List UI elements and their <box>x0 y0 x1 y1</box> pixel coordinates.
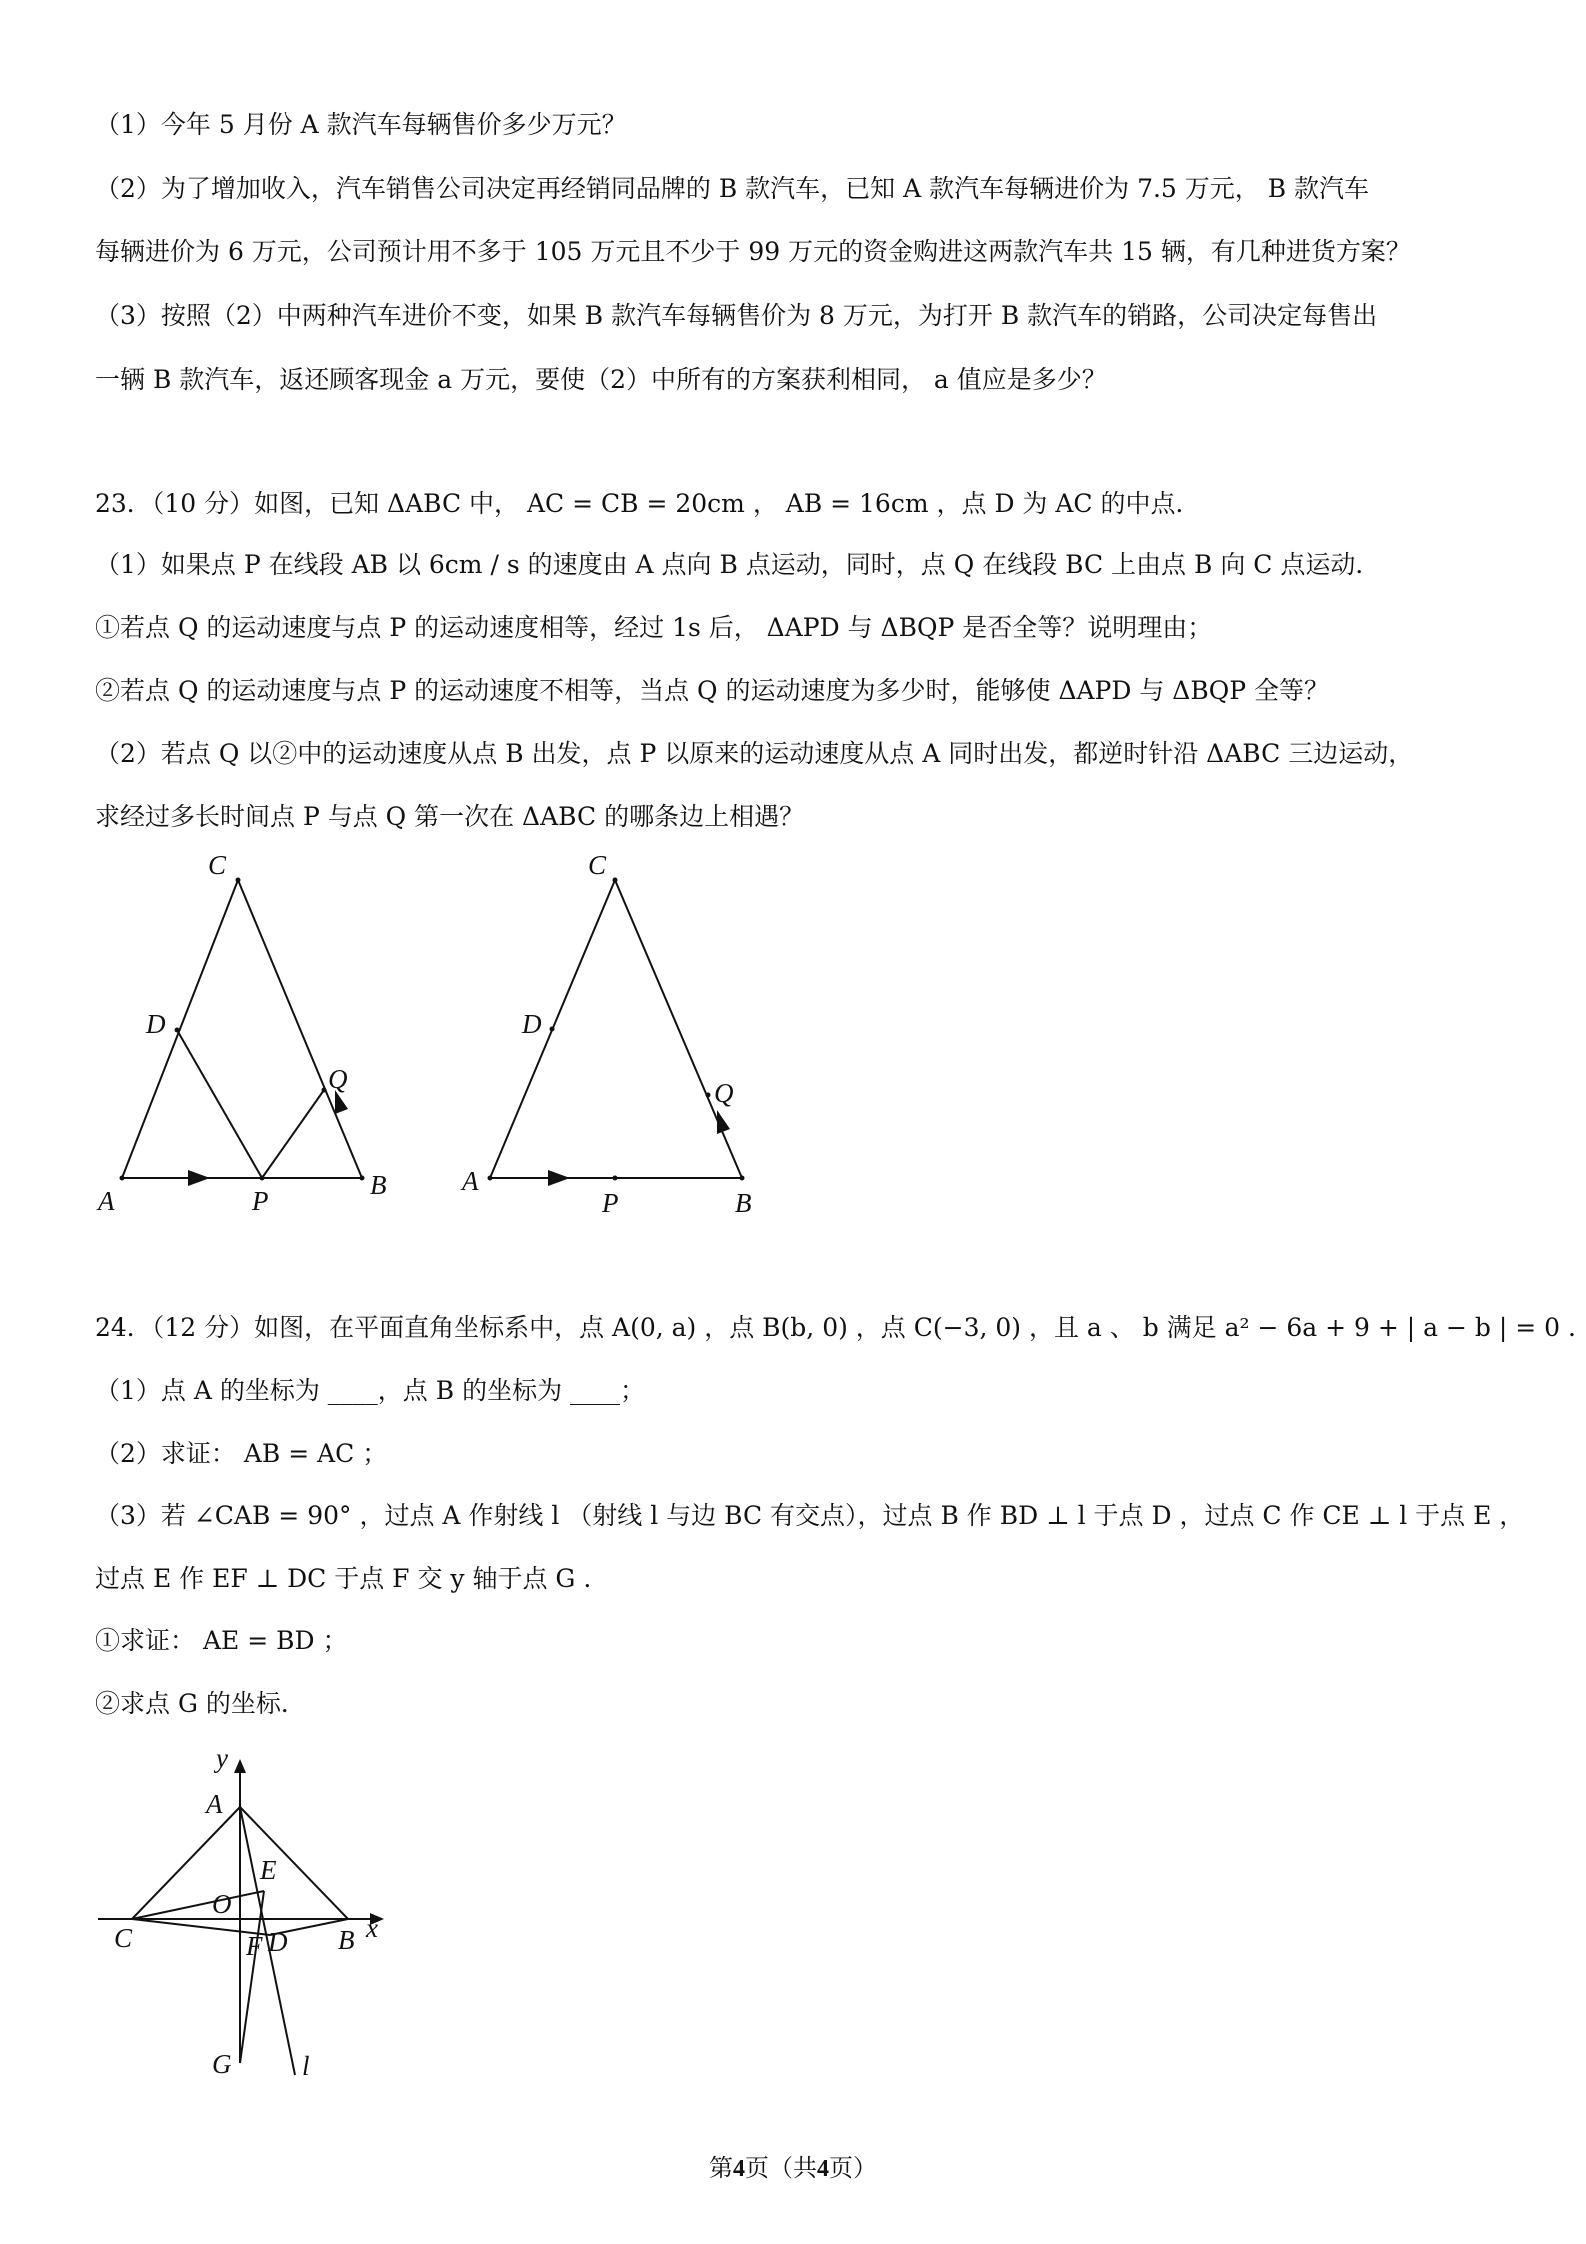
fig1-arrow-p <box>188 1170 210 1186</box>
fig3-label-d: D <box>268 1927 288 1957</box>
q24-case1: ①求证： AE = BD ； <box>95 1626 348 1655</box>
fig1-label-b: B <box>370 1170 387 1200</box>
q24-case2: ②求点 G 的坐标． <box>95 1689 306 1718</box>
q22-part2-line2: 每辆进价为 6 万元，公司预计用不多于 105 万元且不少于 99 万元的资金购进这两款汽车共 15 辆，有几种进货方案？ <box>95 237 1411 266</box>
fig1-segment-pq <box>262 1090 324 1178</box>
fig3-label-f: F <box>246 1931 263 1961</box>
page-footer <box>0 2148 1586 2183</box>
q24-part3-line1: （3）若 ∠CAB = 90° ，过点 A 作射线 l （射线 l 与边 BC 有交点），过点 B 作 BD ⊥ l 于点 D ，过点 C 作 CE ⊥ l 于点 E ， <box>95 1501 1525 1530</box>
q24-part1: （1）点 A 的坐标为 ____，点 B 的坐标为 ____； <box>95 1376 646 1405</box>
fig3-label-c: C <box>114 1923 133 1953</box>
fig3-label-b: B <box>338 1925 355 1955</box>
q22-part2-line1: （2）为了增加收入，汽车销售公司决定再经销同品牌的 B 款汽车，已知 A 款汽车每辆进价为 7.5 万元， B 款汽车 <box>95 174 1370 203</box>
fig3-label-l: l <box>302 2051 310 2081</box>
q24-part3-line2: 过点 E 作 EF ⊥ DC 于点 F 交 y 轴于点 G . <box>95 1564 592 1593</box>
fig2-label-c: C <box>588 850 607 880</box>
q23-part2-line1: （2）若点 Q 以②中的运动速度从点 B 出发，点 P 以原来的运动速度从点 A 同时出发，都逆时针沿 ΔABC 三边运动， <box>95 739 1414 768</box>
fig1-label-p: P <box>252 1186 269 1216</box>
fig1-segment-dp <box>177 1030 262 1178</box>
fig3-label-g: G <box>212 2049 232 2079</box>
q23-part2-line2: 求经过多长时间点 P 与点 Q 第一次在 ΔABC 的哪条边上相遇？ <box>95 802 805 831</box>
q23-figure-2 <box>460 850 790 1220</box>
fig1-label-d: D <box>146 1009 166 1039</box>
q22-part1: （1）今年 5 月份 A 款汽车每辆售价多少万元？ <box>95 110 627 139</box>
q23-part1: （1）如果点 P 在线段 AB 以 6cm / s 的速度由 A 点向 B 点运动，同时，点 Q 在线段 BC 上由点 B 向 C 点运动． <box>95 550 1381 579</box>
fig3-label-o: O <box>212 1889 232 1919</box>
q24-part2: （2）求证： AB = AC ； <box>95 1439 388 1468</box>
fig2-arrow-p <box>548 1170 570 1186</box>
fig2-label-b: B <box>735 1188 752 1218</box>
q24-figure <box>90 1745 410 2095</box>
fig3-label-x: x <box>366 1913 378 1943</box>
segment-ce <box>132 1891 264 1919</box>
footer-suffix: 页） <box>829 2154 877 2182</box>
fig2-side-cb <box>615 880 742 1178</box>
q23-case1: ①若点 Q 的运动速度与点 P 的运动速度相等，经过 1s 后， ΔAPD 与 ΔBQP 是否全等？说明理由； <box>95 613 1213 642</box>
fig1-label-c: C <box>208 850 227 880</box>
footer-total-pages: 4 <box>817 2156 829 2182</box>
q23-figure-1 <box>90 850 410 1220</box>
q22-part3-line2: 一辆 B 款汽车，返还顾客现金 a 万元，要使（2）中所有的方案获利相同， a 值应是多少？ <box>95 365 1107 394</box>
fig1-side-cb <box>238 880 362 1178</box>
fig2-label-d: D <box>522 1009 542 1039</box>
fig2-label-q: Q <box>714 1078 734 1108</box>
fig3-label-e: E <box>260 1855 277 1885</box>
q23-heading: 23．（10 分）如图，已知 ΔABC 中， AC = CB = 20cm ， AB = 16cm ，点 D 为 AC 的中点． <box>95 489 1201 518</box>
fig2-label-p: P <box>602 1188 619 1218</box>
fig3-label-a: A <box>206 1789 223 1819</box>
footer-middle: 页（共 <box>745 2154 817 2182</box>
q23-case2: ②若点 Q 的运动速度与点 P 的运动速度不相等，当点 Q 的运动速度为多少时，能够使 ΔAPD 与 ΔBQP 全等？ <box>95 676 1330 705</box>
fig2-label-a: A <box>462 1166 479 1196</box>
q22-part3-line1: （3）按照（2）中两种汽车进价不变，如果 B 款汽车每辆售价为 8 万元，为打开 B 款汽车的销路，公司决定每售出 <box>95 301 1378 330</box>
fig1-label-a: A <box>98 1186 115 1216</box>
segment-eg <box>240 1891 264 2063</box>
fig3-label-y: y <box>216 1745 228 1773</box>
q24-heading: 24．（12 分）如图，在平面直角坐标系中，点 A(0, a) ，点 B(b, 0) ，点 C(−3, 0) ，且 a 、 b 满足 a² − 6a + 9 + | a − b | = 0 . <box>95 1313 1576 1342</box>
footer-prefix: 第 <box>709 2154 733 2182</box>
footer-page-number: 4 <box>733 2156 745 2182</box>
fig1-side-ac <box>122 880 238 1178</box>
fig1-label-q: Q <box>328 1064 348 1094</box>
fig2-arrow-q <box>717 1110 730 1134</box>
segment-ab <box>240 1807 348 1919</box>
y-axis-arrow <box>234 1759 246 1773</box>
